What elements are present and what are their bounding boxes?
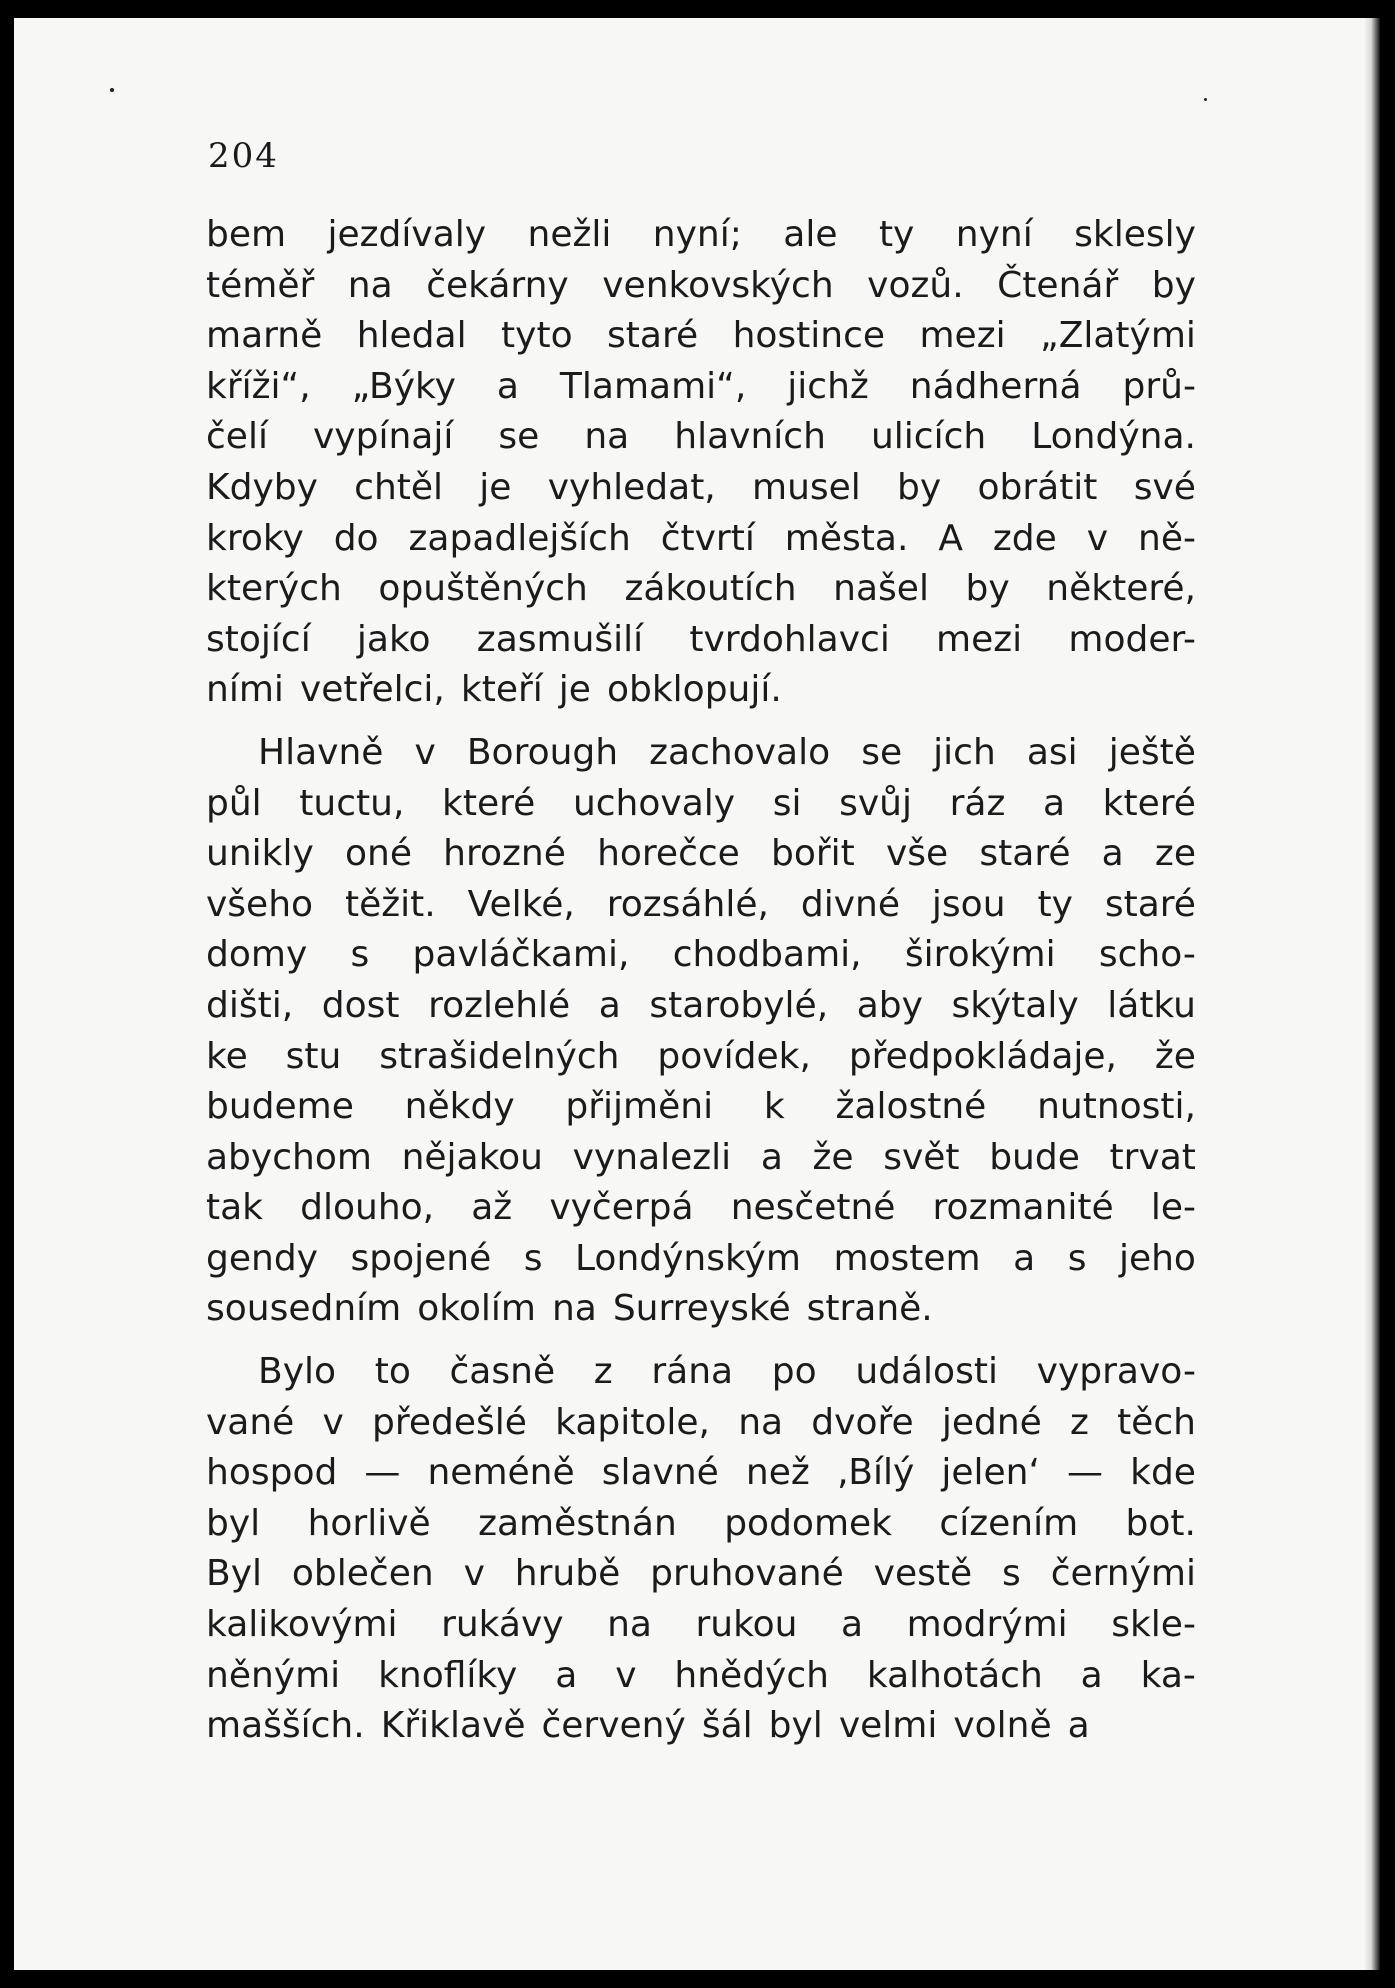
page-number: 204 xyxy=(208,136,279,176)
text-line: budeme někdy přijměni k žalostné nutnosti, xyxy=(206,1086,1196,1128)
text-line: kroky do zapadlejších čtvrtí města. A zde v ně- xyxy=(206,517,1196,559)
text-line: Hlavně v Borough zachovalo se jich asi ještě xyxy=(258,731,1196,773)
body-text xyxy=(206,210,1196,1764)
text-line: sousedním okolím na Surreyské straně. xyxy=(206,1288,933,1330)
text-line: ními vetřelci, kteří je obklopují. xyxy=(206,669,782,711)
book-page xyxy=(14,18,1380,1970)
text-line: domy s pavláčkami, chodbami, širokými scho- xyxy=(206,934,1196,976)
text-line: Byl oblečen v hrubě pruhované vestě s černými xyxy=(206,1553,1196,1595)
text-line: vané v předešlé kapitole, na dvoře jedné z těch xyxy=(206,1401,1196,1443)
text-line: kterých opuštěných zákoutích našel by některé, xyxy=(206,568,1196,610)
text-line: bem jezdívaly nežli nyní; ale ty nyní sklesly xyxy=(206,214,1196,255)
text-line: všeho těžit. Velké, rozsáhlé, divné jsou ty staré xyxy=(206,883,1196,925)
text-line: Kdyby chtěl je vyhledat, musel by obrátit své xyxy=(206,466,1196,508)
scan-speck xyxy=(1204,98,1207,101)
text-line: téměř na čekárny venkovských vozů. Čtenář by xyxy=(206,264,1196,306)
text-line: stojící jako zasmušilí tvrdohlavci mezi moder- xyxy=(206,618,1196,660)
paragraph xyxy=(206,728,1196,1335)
text-line: hospod — neméně slavné než ‚Bílý jelen‘ — kde xyxy=(206,1452,1196,1494)
text-line: dišti, dost rozlehlé a starobylé, aby skýtaly látku xyxy=(206,984,1196,1026)
paragraph xyxy=(206,210,1196,716)
text-line: marně hledal tyto staré hostince mezi „Zlatými xyxy=(206,315,1196,357)
text-line: tak dlouho, až vyčerpá nesčetné rozmanité le- xyxy=(206,1187,1196,1229)
text-line: mašších. Křiklavě červený šál byl velmi volně a xyxy=(206,1705,1090,1747)
text-line: ke stu strašidelných povídek, předpokládaje, že xyxy=(206,1035,1196,1077)
text-line: byl horlivě zaměstnán podomek cízením bot. xyxy=(206,1502,1196,1544)
text-line: čelí vypínají se na hlavních ulicích Londýna. xyxy=(206,416,1196,458)
text-line: Bylo to časně z rána po události vypravo- xyxy=(258,1351,1196,1393)
paragraph xyxy=(206,1347,1196,1752)
text-line: unikly oné hrozné horečce bořit vše staré a ze xyxy=(206,833,1196,875)
text-line: kříži“, „Býky a Tlamami“, jichž nádherná prů- xyxy=(206,365,1196,407)
text-line: abychom nějakou vynalezli a že svět bude trvat xyxy=(206,1136,1196,1178)
text-line: něnými knoflíky a v hnědých kalhotách a ka- xyxy=(206,1654,1196,1696)
text-line: gendy spojené s Londýnským mostem a s jeho xyxy=(206,1237,1196,1279)
text-line: kalikovými rukávy na rukou a modrými skle- xyxy=(206,1604,1196,1646)
text-line: půl tuctu, které uchovaly si svůj ráz a které xyxy=(206,782,1196,824)
scan-speck xyxy=(110,88,114,92)
page-edge-shadow xyxy=(1364,18,1380,1970)
